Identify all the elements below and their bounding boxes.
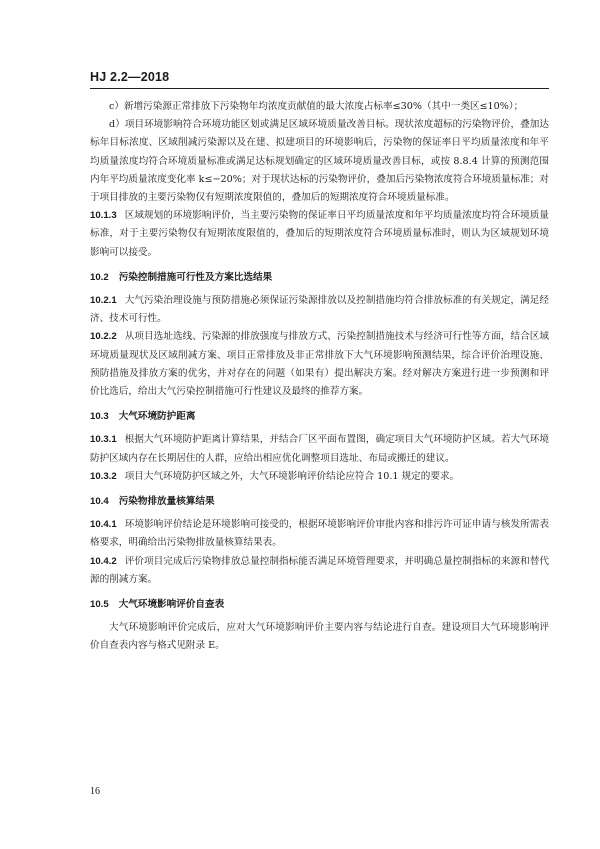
- section-number: 10.5: [90, 599, 109, 611]
- section-10-2-heading: [90, 269, 549, 287]
- item-c: c）新增污染源正常排放下污染物年均浓度贡献值的最大浓度占标率≤30%（其中一类区≤10%）；: [109, 101, 524, 112]
- page-body: [90, 98, 549, 656]
- section-number: 10.4: [90, 496, 109, 508]
- section-number: 10.3: [90, 411, 109, 423]
- clause-text: 区域规划的环境影响评价，当主要污染物的保证率日平均质量浓度和年平均质量浓度均符合环境质量标准，对于主要污染物仅有短期浓度限值的，叠加后的短期浓度符合环境质量标准时，则认为区域规划环境影响可以接受。: [90, 210, 549, 258]
- clause-text: 项目大气环境防护区域之外，大气环境影响评价结论应符合 10.1 规定的要求。: [124, 470, 460, 482]
- clause-10-3-1: [90, 431, 549, 467]
- section-10-5-heading: [90, 596, 549, 614]
- clause-number: 10.4.2: [90, 555, 117, 567]
- page-number: 16: [90, 786, 100, 797]
- clause-10-3-2: [90, 468, 549, 486]
- clause-text: 从项目选址选线、污染源的排放强度与排放方式、污染控制措施技术与经济可行性等方面，结合区域环境质量现状及区域削减方案、项目正常排放及非正常排放下大气环境影响预测结果，综合评价治理设施、预防措施及排放方案的优劣，并对存在的问题（如果有）提出解决方案。经对解决方案进行进一步预测和评价比选后，给出大气污染控制措施可行性建议及最终的推荐方案。: [90, 331, 549, 398]
- header-rule: [90, 88, 549, 89]
- section-title: 大气环境防护距离: [118, 411, 196, 423]
- clause-10-4-1: [90, 516, 549, 552]
- clause-10-1-3: [90, 207, 549, 262]
- item-d: d）项目环境影响符合环境功能区划或满足区域环境质量改善目标。现状浓度超标的污染物评价，叠加达标年目标浓度、区域削减污染源以及在建、拟建项目的环境影响后，污染物的保证率日平均质量浓度和年平均质量浓度均符合环境质量标准或满足达标规划确定的区域环境质量改善目标，或按 8.8.4 计算的预测范围内年平均质量浓度变化率 k≤−20%；对于现状达标的污染物评价，叠加后污染物浓度符合环境质量标准；对于项目排放的主要污染物仅有短期浓度限值的，叠加后的短期浓度符合环境质量标准。: [90, 119, 549, 204]
- document-code: HJ 2.2—2018: [90, 70, 170, 84]
- section-title: 污染物排放量核算结果: [118, 496, 215, 508]
- clause-number: 10.1.3: [90, 210, 117, 222]
- clause-number: 10.3.1: [90, 434, 117, 446]
- clause-number: 10.4.1: [90, 519, 117, 531]
- clause-10-4-2: [90, 553, 549, 589]
- clause-10-2-1: [90, 292, 549, 328]
- section-10-3-heading: [90, 408, 549, 426]
- clause-text: 评价项目完成后污染物排放总量控制指标能否满足环境管理要求，并明确总量控制指标的来源和替代源的削减方案。: [90, 555, 549, 585]
- clause-text: 环境影响评价结论是环境影响可接受的，根据环境影响评价审批内容和排污许可证申请与核发所需表格要求，明确给出污染物排放量核算结果表。: [90, 519, 549, 549]
- clause-number: 10.3.2: [90, 470, 117, 482]
- section-title: 大气环境影响评价自查表: [118, 599, 225, 611]
- section-10-4-heading: [90, 493, 549, 511]
- clause-number: 10.2.2: [90, 331, 117, 343]
- clause-text: 大气污染治理设施与预防措施必须保证污染源排放以及控制措施均符合排放标准的有关规定，满足经济、技术可行性。: [90, 295, 549, 325]
- clause-number: 10.2.1: [90, 295, 117, 307]
- clause-10-2-2: [90, 328, 549, 401]
- section-number: 10.2: [90, 271, 109, 283]
- clause-text: 根据大气环境防护距离计算结果，并结合厂区平面布置图，确定项目大气环境防护区域。若大气环境防护区域内存在长期居住的人群，应给出相应优化调整项目选址、布局或搬迁的建议。: [90, 434, 549, 464]
- paragraph-10-5: 大气环境影响评价完成后，应对大气环境影响评价主要内容与结论进行自查。建设项目大气环境影响评价自查表内容与格式见附录 E。: [90, 622, 549, 652]
- section-title: 污染控制措施可行性及方案比选结果: [118, 271, 273, 283]
